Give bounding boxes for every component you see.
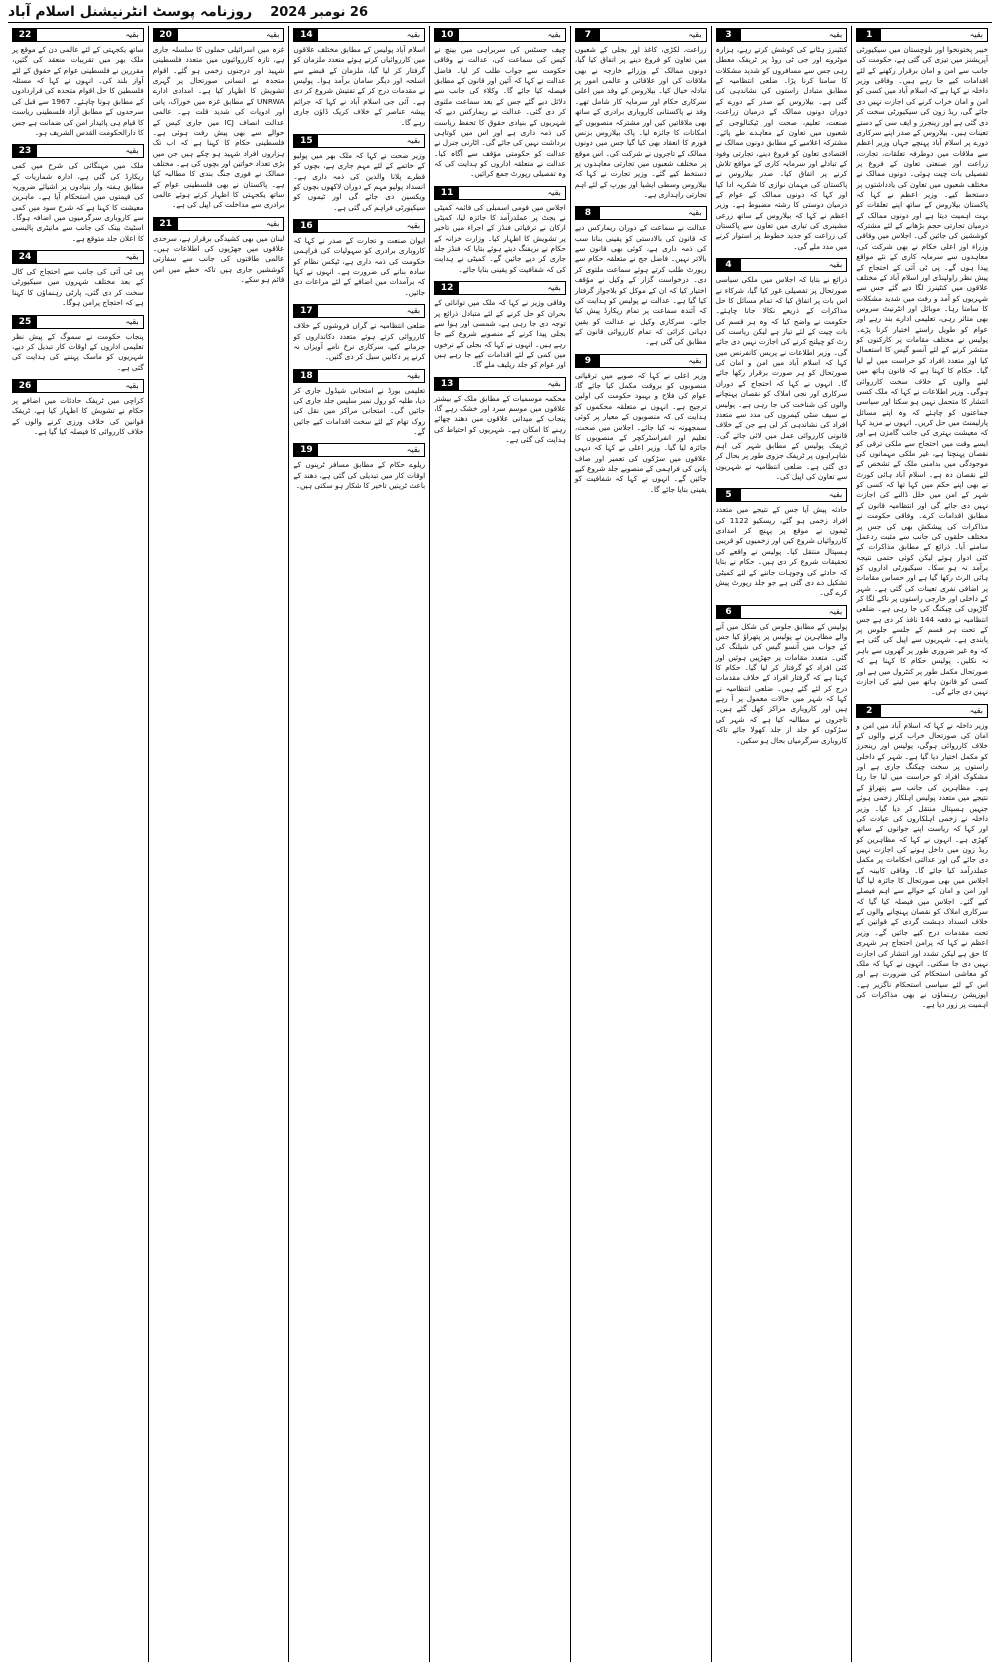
article-text: وفاقی وزیر نے کہا کہ ملک میں توانائی کے بحران کو حل کرنے کے لئے متبادل ذرائع پر توجہ دی جا رہی ہے، شمسی اور ہوا سے بجلی پیدا کرنے کے منصوبے شروع کیے جا رہے ہیں۔ انہوں نے کہا کہ بجلی کے نرخوں میں کمی کے لئے اقدامات کیے جا رہے ہیں اور عوام کو جلد ریلیف ملے گا۔ xyxy=(434,298,566,370)
article-text: خیبر پختونخوا اور بلوچستان میں سیکیورٹی آپریشنز میں تیزی کی گئی ہے، حکومت کی جانب سے امن و امان برقرار رکھنے کے لئے اقدامات کیے جا رہے ہیں۔ وفاقی وزیر داخلہ نے کہا ہے کہ اسلام آباد میں کسی کو امن و امان خراب کرنے کی اجازت نہیں دی جائے گی، ریڈ زون کی سیکیورٹی سخت کر دی گئی ہے اور رینجرز و ایف سی کے دستے تعینات ہیں۔ بیلاروس کے صدر اپنے سرکاری دورے پر اسلام آباد پہنچے جہاں وزیر اعظم سے ملاقات میں دوطرفہ تعلقات، تجارت، زراعت اور صنعتی تعاون کے فروغ پر تفصیلی بات چیت ہوئی۔ دونوں ممالک نے مختلف شعبوں میں تعاون کی یادداشتوں پر دستخط کیے۔ وزیر اعظم نے کہا کہ پاکستان بیلاروس کے ساتھ اپنے تعلقات کو بہت اہمیت دیتا ہے اور دونوں ممالک کے درمیان تجارتی حجم بڑھانے کے لئے مشترکہ کوششیں کی جائیں گی۔ اجلاس میں وفاقی وزراء اور اعلی حکام نے بھی شرکت کی، معاہدوں سے سرمایہ کاری کے نئے مواقع پیدا ہوں گے۔ پی ٹی آئی کے احتجاج کے پیش نظر راولپنڈی اور اسلام آباد کے مختلف علاقوں میں کنٹینرز لگا دیے گئے جس سے شہریوں کو آمد و رفت میں شدید مشکلات کا سامنا رہا۔ موبائل اور انٹرنیٹ سروس بھی متاثر رہی، تعلیمی ادارے بند رہے اور عوام کو طویل راستے اختیار کرنا پڑے۔ پولیس نے مختلف مقامات پر کارکنوں کو منتشر کرنے کے لئے آنسو گیس کا استعمال کیا اور متعدد افراد کو حراست میں لے لیا گیا۔ حکام کا کہنا ہے کہ قانون ہاتھ میں لینے والوں کے خلاف سخت کارروائی ہوگی۔ وزیر اطلاعات نے کہا کہ ملک کسی انتشار کا متحمل نہیں ہو سکتا اور سیاسی جماعتوں کو چاہئے کہ وہ اپنے مسائل پارلیمنٹ میں حل کریں۔ انہوں نے مزید کہا کہ معیشت بہتری کی جانب گامزن ہے اور ایسے وقت میں احتجاج سے ملکی ترقی کو نقصان پہنچتا ہے، غیر ملکی مہمانوں کی موجودگی میں بدامنی ملک کے تشخص کے لئے نقصان دہ ہے۔ اسلام آباد ہائی کورٹ نے بھی اپنے حکم میں کہا تھا کہ کسی کو شہر کے امن میں خلل ڈالنے کی اجازت نہیں دی جائے گی اور انتظامیہ قانون کے مطابق اقدامات کرے۔ وفاقی حکومت نے مذاکرات کی پیشکش بھی کی جس پر مختلف حلقوں کی جانب سے مثبت ردعمل سامنے آیا۔ ذرائع کے مطابق مذاکرات کے کئی ادوار ہوئے لیکن کوئی حتمی نتیجہ برآمد نہ ہو سکا۔ سیکیورٹی اداروں کو ہائی الرٹ رکھا گیا ہے اور حساس مقامات پر اضافی نفری تعینات کی گئی ہے۔ شہر کے داخلی اور خارجی راستوں پر ناکے لگا کر گاڑیوں کی چیکنگ کی جا رہی ہے۔ ضلعی انتظامیہ نے دفعہ 144 نافذ کر دی ہے جس کے تحت ہر قسم کے جلسے جلوس پر پابندی ہے۔ شہریوں سے اپیل کی گئی ہے کہ وہ غیر ضروری طور پر گھروں سے باہر نہ نکلیں۔ پولیس حکام کا کہنا ہے کہ صورتحال مکمل طور پر کنٹرول میں ہے اور کسی کو قانون ہاتھ میں لینے کی اجازت نہیں دی جائے گی۔ xyxy=(856,45,988,697)
continuation-block xyxy=(12,28,144,138)
block-number: 23 xyxy=(13,145,37,157)
continuation-label xyxy=(153,28,285,42)
continuation-word: بقیہ xyxy=(125,30,139,39)
continuation-word: بقیہ xyxy=(828,260,843,270)
continuation-word: بقیہ xyxy=(125,146,139,156)
continuation-block xyxy=(12,144,144,244)
block-number: 10 xyxy=(435,29,459,41)
article-text: ملک میں مہنگائی کی شرح میں کمی ریکارڈ کی گئی ہے، ادارہ شماریات کے مطابق ہفتہ وار بنیادوں پر اشیائے ضروریہ کی قیمتوں میں استحکام آیا ہے۔ ماہرین معیشت کا کہنا ہے کہ شرح سود میں کمی سے کاروباری سرگرمیوں میں اضافہ ہوگا۔ اسٹیٹ بینک کی جانب سے مانیٹری پالیسی کا اعلان جلد متوقع ہے۔ xyxy=(11,161,144,243)
continuation-block xyxy=(153,28,285,211)
continuation-block xyxy=(856,28,988,698)
continuation-word: بقیہ xyxy=(547,283,561,293)
continuation-word: بقیہ xyxy=(406,306,421,316)
article-text: غزہ میں اسرائیلی حملوں کا سلسلہ جاری ہے، تازہ کارروائیوں میں متعدد فلسطینی شہید اور درجنوں زخمی ہو گئے۔ اقوام متحدہ نے انسانی صورتحال پر گہری تشویش کا اظہار کیا ہے۔ امدادی ادارے UNRWA کے مطابق غزہ میں خوراک، پانی اور ادویات کی شدید قلت ہے۔ عالمی عدالت انصاف ICJ میں جاری کیس کے حوالے سے بھی پیش رفت ہوئی ہے۔ فلسطینی حکام کا کہنا ہے کہ اب تک ہزاروں افراد شہید ہو چکے ہیں جن میں بڑی تعداد خواتین اور بچوں کی ہے۔ مختلف ممالک نے فوری جنگ بندی کا مطالبہ کیا ہے۔ پاکستان نے بھی فلسطینی عوام کے ساتھ یکجہتی کا اظہار کرتے ہوئے عالمی برادری سے مداخلت کی اپیل کی ہے۔ xyxy=(152,45,285,210)
continuation-block xyxy=(12,379,144,437)
continuation-label xyxy=(434,281,566,295)
block-number: 19 xyxy=(294,444,318,456)
article-text: اجلاس میں قومی اسمبلی کی قائمہ کمیٹی نے بجٹ پر عملدرآمد کا جائزہ لیا، کمیٹی ارکان نے ترقیاتی فنڈز کے اجراء میں تاخیر پر تشویش کا اظہار کیا۔ وزارت خزانہ کے حکام نے بریفنگ دیتے ہوئے بتایا کہ فنڈز جلد جاری کر دیے جائیں گے۔ کمیٹی نے ہدایت کی کہ شفافیت کو یقینی بنایا جائے۔ xyxy=(434,202,566,274)
block-number: 16 xyxy=(294,220,318,232)
column-7 xyxy=(8,26,148,1662)
continuation-block xyxy=(153,217,285,286)
continuation-block xyxy=(434,28,566,180)
block-number: 24 xyxy=(13,251,37,263)
article-text: کراچی میں ٹریفک حادثات میں اضافے پر حکام نے تشویش کا اظہار کیا ہے، ٹریفک قوانین کی خلاف ورزی کرنے والوں کے خلاف کارروائی کا فیصلہ کیا گیا ہے۔ xyxy=(11,395,144,437)
continuation-word: بقیہ xyxy=(406,370,421,380)
continuation-word: بقیہ xyxy=(125,316,139,326)
block-number: 26 xyxy=(13,380,37,392)
article-text: پی ٹی آئی کی جانب سے احتجاج کی کال کے بعد مختلف شہروں میں سیکیورٹی سخت کر دی گئی، پارٹی رہنماؤں کا کہنا ہے کہ احتجاج پرامن ہوگا۔ xyxy=(11,267,144,308)
header-date: 26 نومبر 2024 xyxy=(270,4,368,20)
continuation-block xyxy=(716,28,848,252)
block-number: 14 xyxy=(294,29,318,41)
continuation-word: بقیہ xyxy=(406,30,421,39)
block-number: 21 xyxy=(154,218,178,230)
column-2 xyxy=(711,26,852,1662)
continuation-label xyxy=(716,488,848,502)
continuation-block xyxy=(716,258,848,482)
continuation-word: بقیہ xyxy=(547,378,561,388)
continuation-label xyxy=(293,443,425,457)
block-number: 17 xyxy=(294,305,318,317)
article-text: ایوان صنعت و تجارت کے صدر نے کہا کہ کاروباری برادری کو سہولیات کی فراہمی حکومت کی ذمہ داری ہے، ٹیکس نظام کو سادہ بنانے کی ضرورت ہے۔ انہوں نے کہا کہ برآمدات میں اضافے کے لئے مراعات دی جائیں۔ xyxy=(293,236,426,297)
continuation-label xyxy=(293,304,425,318)
continuation-word: بقیہ xyxy=(688,30,702,39)
article-text: پنجاب حکومت نے سموگ کے پیش نظر تعلیمی اداروں کے اوقات کار تبدیل کر دیے، شہریوں کو ماسک پہننے کی ہدایت کی گئی ہے۔ xyxy=(11,331,144,372)
block-number: 9 xyxy=(576,355,600,367)
block-number: 6 xyxy=(717,606,741,618)
block-number: 13 xyxy=(435,378,459,390)
continuation-word: بقیہ xyxy=(828,490,843,500)
block-number: 8 xyxy=(576,207,600,219)
continuation-label xyxy=(12,250,144,264)
continuation-word: بقیہ xyxy=(969,705,983,715)
continuation-block xyxy=(293,219,425,298)
continuation-word: بقیہ xyxy=(266,30,280,39)
continuation-word: بقیہ xyxy=(406,135,421,145)
continuation-label xyxy=(716,28,848,42)
block-number: 18 xyxy=(294,370,318,382)
block-number: 25 xyxy=(13,316,37,328)
continuation-block xyxy=(12,250,144,308)
article-columns xyxy=(8,26,992,1662)
continuation-label xyxy=(12,28,144,42)
article-text: چیف جسٹس کی سربراہی میں بینچ نے کیس کی سماعت کی، عدالت نے وفاقی حکومت سے جواب طلب کر لیا۔ فاضل عدالت نے کہا کہ آئین اور قانون کے مطابق فیصلہ کیا جائے گا۔ وکلاء کی جانب سے دلائل دیے گئے جس کے بعد سماعت ملتوی کر دی گئی۔ عدالت نے ریمارکس دیے کہ شہریوں کے بنیادی حقوق کا تحفظ ریاست کی ذمہ داری ہے اور اس میں کوتاہی برداشت نہیں کی جائے گی۔ اٹارنی جنرل نے عدالت کو حکومتی مؤقف سے آگاہ کیا۔ عدالت نے متعلقہ اداروں کو ہدایت کی کہ وہ تفصیلی رپورٹ جمع کرائیں۔ xyxy=(434,45,566,179)
article-text: زراعت، لکڑی، کاغذ اور بجلی کے شعبوں میں تعاون کو فروغ دینے پر اتفاق کیا گیا، دونوں ممالک کے وزرائے خارجہ نے بھی ملاقات کی اور علاقائی و عالمی امور پر تبادلہ خیال کیا۔ بیلاروس کے وفد میں اعلی سرکاری حکام اور سرمایہ کار شامل تھے۔ وفد نے پاکستانی کاروباری برادری کے ساتھ بھی ملاقاتیں کیں اور مشترکہ منصوبوں کے امکانات کا جائزہ لیا۔ پاک بیلاروس بزنس فورم کا انعقاد بھی کیا گیا جس میں دونوں ممالک کے تاجروں نے شرکت کی۔ اس موقع پر مختلف شعبوں میں تجارتی معاہدوں پر دستخط کیے گئے۔ وزیر تجارت نے کہا کہ بیلاروس وسطی ایشیا اور یورپ کے لئے اہم تجارتی راہداری ہے۔ xyxy=(574,45,707,200)
article-text: وزیر داخلہ نے کہا کہ اسلام آباد میں امن و امان کی صورتحال خراب کرنے والوں کے خلاف کارروائی ہوگی، پولیس اور رینجرز کو مکمل اختیار دیا گیا ہے۔ شہر کے داخلی راستوں پر سخت چیکنگ جاری ہے اور مشکوک افراد کو حراست میں لیا جا رہا ہے۔ مظاہرین کی جانب سے پتھراؤ کے نتیجے میں متعدد پولیس اہلکار زخمی ہوئے جنہیں ہسپتال منتقل کر دیا گیا۔ وزیر داخلہ نے زخمی اہلکاروں کی عیادت کی اور کہا کہ ریاست اپنے جوانوں کے ساتھ کھڑی ہے۔ انہوں نے کہا کہ مظاہرین کو ریڈ زون میں داخل ہونے کی اجازت نہیں دی جائے گی اور عدالتی احکامات پر مکمل عملدرآمد کیا جائے گا۔ وفاقی کابینہ کے اجلاس میں بھی صورتحال کا جائزہ لیا گیا اور امن و امان کے حوالے سے اہم فیصلے کیے گئے۔ اجلاس میں فیصلہ کیا گیا کہ سرکاری املاک کو نقصان پہنچانے والوں کے خلاف انسداد دہشت گردی کے قوانین کے تحت مقدمات درج کیے جائیں گے۔ وزیر اعظم نے کہا کہ پرامن احتجاج ہر شہری کا حق ہے لیکن تشدد اور انتشار کی اجازت نہیں دی جا سکتی۔ انہوں نے کہا کہ ملک کو معاشی استحکام کی ضرورت ہے اور اس کے لئے سیاسی استحکام ناگزیر ہے۔ اپوزیشن رہنماؤں نے بھی مذاکرات کی اہمیت پر زور دیا ہے۔ xyxy=(856,720,988,1010)
continuation-block xyxy=(716,488,848,598)
article-text: حادثہ پیش آیا جس کے نتیجے میں متعدد افراد زخمی ہو گئے، ریسکیو 1122 کی ٹیموں نے موقع پر پہنچ کر امدادی کارروائیاں شروع کیں اور زخمیوں کو قریبی ہسپتال منتقل کیا۔ پولیس نے واقعے کی تحقیقات شروع کر دی ہیں۔ حکام نے بتایا کہ حادثے کی وجوہات جاننے کے لئے کمیٹی تشکیل دے دی گئی ہے جو جلد رپورٹ پیش کرے گی۔ xyxy=(715,505,848,598)
block-number: 22 xyxy=(13,29,37,41)
continuation-block xyxy=(293,443,425,491)
continuation-word: بقیہ xyxy=(547,187,561,197)
block-number: 11 xyxy=(435,187,459,199)
article-text: وزیر اعلی نے کہا کہ صوبے میں ترقیاتی منصوبوں کو بروقت مکمل کیا جائے گا، عوام کی فلاح و بہبود حکومت کی اولین ترجیح ہے۔ انہوں نے متعلقہ محکموں کو ہدایت کی کہ منصوبوں کے معیار پر کوئی سمجھوتہ نہ کیا جائے۔ اجلاس میں صحت، تعلیم اور انفراسٹرکچر کے منصوبوں کا جائزہ لیا گیا۔ وزیر اعلی نے کہا کہ دیہی علاقوں میں سڑکوں کی تعمیر اور صاف پانی کی فراہمی کے منصوبے جلد شروع کیے جائیں گے۔ انہوں نے کہا کہ شفافیت کو یقینی بنایا جائے گا۔ xyxy=(574,370,707,494)
continuation-block xyxy=(575,354,707,495)
continuation-word: بقیہ xyxy=(547,30,561,39)
block-number: 3 xyxy=(717,29,741,41)
continuation-label xyxy=(856,28,988,42)
continuation-word: بقیہ xyxy=(406,221,421,231)
article-text: ذرائع نے بتایا کہ اجلاس میں ملکی سیاسی صورتحال پر تفصیلی غور کیا گیا، شرکاء نے اس بات پر اتفاق کیا کہ تمام مسائل کا حل مذاکرات کے ذریعے نکالا جانا چاہئے۔ حکومت نے واضح کیا کہ وہ ہر قسم کی بات چیت کے لئے تیار ہے لیکن ریاست کی رٹ کو چیلنج کرنے کی اجازت نہیں دی جائے گی۔ وزیر اطلاعات نے پریس کانفرنس میں کہا کہ اسلام آباد میں امن و امان کی صورتحال کو ہر صورت برقرار رکھا جائے گا۔ انہوں نے کہا کہ احتجاج کے دوران سرکاری اور نجی املاک کو نقصان پہنچانے والوں کی شناخت کی جا رہی ہے۔ پولیس نے سیف سٹی کیمروں کی مدد سے متعدد افراد کی نشاندہی کر لی ہے جن کے خلاف قانونی کارروائی عمل میں لائی جائے گی۔ ٹریفک پولیس کے مطابق شہر کی اہم شاہراہوں پر ٹریفک جزوی طور پر بحال کر دی گئی ہے۔ ضلعی انتظامیہ نے شہریوں سے تعاون کی اپیل کی۔ xyxy=(715,275,848,482)
article-text: لبنان میں بھی کشیدگی برقرار ہے، سرحدی علاقوں میں جھڑپوں کی اطلاعات ہیں۔ عالمی طاقتوں کی جانب سے سفارتی کوششیں جاری ہیں تاکہ خطے میں امن قائم ہو سکے۔ xyxy=(152,233,285,285)
continuation-word: بقیہ xyxy=(688,355,702,365)
article-text: وزیر صحت نے کہا کہ ملک بھر میں پولیو کے خاتمے کے لئے مہم جاری ہے، بچوں کو قطرے پلانا والدین کی ذمہ داری ہے۔ انسداد پولیو مہم کے دوران لاکھوں بچوں کو ویکسین دی جائے گی اور ٹیموں کو سیکیورٹی فراہم کی گئی ہے۔ xyxy=(293,150,426,212)
article-text: کنٹینرز ہٹانے کی کوشش کرتے رہے، ہزارہ موٹروے اور جی ٹی روڈ پر ٹریفک معطل رہی جس سے مسافروں کو شدید مشکلات کا سامنا کرنا پڑا۔ ضلعی انتظامیہ کے مطابق متبادل راستوں کی نشاندہی کی گئی ہے۔ بیلاروس کے صدر کے دورے کے دوران دونوں ممالک کے درمیان زراعت، صنعت، تعلیم، صحت اور ٹیکنالوجی کے شعبوں میں تعاون کے معاہدے طے پائے۔ مشترکہ اعلامیے کے مطابق دونوں ممالک نے اقتصادی تعاون کو فروغ دینے، تجارتی وفود کے تبادلے اور سرمایہ کاری کے مواقع تلاش کرنے پر اتفاق کیا۔ صدر بیلاروس نے پاکستان کی مہمان نوازی کا شکریہ ادا کیا اور کہا کہ دونوں ممالک کے عوام کے درمیان دوستی کا رشتہ مضبوط ہے۔ وزیر اعظم نے کہا کہ بیلاروس کے ساتھ زرعی مشینری کی تیاری میں تعاون سے پاکستان کی زراعت کو جدید خطوط پر استوار کرنے میں مدد ملے گی۔ xyxy=(715,45,848,251)
continuation-word: بقیہ xyxy=(828,30,843,39)
continuation-block xyxy=(293,28,425,128)
continuation-label xyxy=(293,219,425,233)
continuation-label xyxy=(575,28,707,42)
page-header xyxy=(8,2,992,23)
continuation-block xyxy=(293,304,425,362)
continuation-label xyxy=(716,258,848,272)
column-4 xyxy=(429,26,570,1662)
continuation-label xyxy=(12,315,144,329)
continuation-label xyxy=(575,206,707,220)
article-text: پولیس کے مطابق جلوس کی شکل میں آنے والے مظاہرین نے پولیس پر پتھراؤ کیا جس کے جواب میں آنسو گیس کی شیلنگ کی گئی۔ متعدد مقامات پر جھڑپیں ہوئیں اور کئی افراد کو گرفتار کر لیا گیا۔ حکام کا کہنا ہے کہ گرفتار افراد کے خلاف مقدمات درج کر لئے گئے ہیں۔ ضلعی انتظامیہ نے کہا کہ شہر میں حالات معمول پر آ رہے ہیں اور کاروباری مراکز کھل گئے ہیں۔ تاجروں نے مطالبہ کیا ہے کہ شہر کی سڑکوں کو جلد از جلد کھولا جائے تاکہ کاروباری سرگرمیاں بحال ہو سکیں۔ xyxy=(715,621,848,745)
article-text: اسلام آباد پولیس کے مطابق مختلف علاقوں میں کارروائیاں کرتے ہوئے متعدد ملزمان کو گرفتار کر لیا گیا، ملزمان کے قبضے سے اسلحہ اور دیگر سامان برآمد ہوا۔ پولیس نے مقدمات درج کر کے تفتیش شروع کر دی ہے۔ آئی جی اسلام آباد نے کہا کہ جرائم پیشہ عناصر کے خلاف کریک ڈاؤن جاری رہے گا۔ xyxy=(293,45,426,127)
continuation-block xyxy=(12,315,144,373)
article-text: محکمہ موسمیات کے مطابق ملک کے بیشتر علاقوں میں موسم سرد اور خشک رہے گا، پنجاب کے میدانی علاقوں میں دھند چھائے رہنے کا امکان ہے۔ شہریوں کو احتیاط کی ہدایت کی گئی ہے۔ xyxy=(434,393,566,445)
continuation-label xyxy=(153,217,285,231)
continuation-label xyxy=(293,28,425,42)
continuation-block xyxy=(575,28,707,200)
column-5 xyxy=(288,26,429,1662)
block-number: 1 xyxy=(857,29,881,41)
continuation-block xyxy=(575,206,707,347)
continuation-word: بقیہ xyxy=(688,208,702,218)
continuation-block xyxy=(434,377,566,446)
continuation-label xyxy=(856,704,988,718)
continuation-block xyxy=(293,134,425,213)
continuation-label xyxy=(575,354,707,368)
continuation-word: بقیہ xyxy=(125,252,139,262)
continuation-block xyxy=(856,704,988,1011)
block-number: 15 xyxy=(294,135,318,147)
continuation-word: بقیہ xyxy=(406,445,421,455)
block-number: 7 xyxy=(576,29,600,41)
continuation-word: بقیہ xyxy=(828,606,843,616)
article-text: ریلوے حکام کے مطابق مسافر ٹرینوں کے اوقات کار میں تبدیلی کی گئی ہے، دھند کے باعث ٹرینیں تاخیر کا شکار ہو سکتی ہیں۔ xyxy=(293,460,426,491)
article-text: تعلیمی بورڈ نے امتحانی شیڈول جاری کر دیا، طلبہ کو رول نمبر سلپس جلد جاری کی جائیں گی۔ امتحانی مراکز میں نقل کی روک تھام کے لئے سخت اقدامات کیے جائیں گے۔ xyxy=(293,385,426,437)
continuation-block xyxy=(716,605,848,746)
block-number: 5 xyxy=(717,489,741,501)
block-number: 20 xyxy=(154,29,178,41)
continuation-label xyxy=(434,186,566,200)
continuation-label xyxy=(12,144,144,158)
column-3 xyxy=(570,26,711,1662)
continuation-label xyxy=(434,377,566,391)
continuation-block xyxy=(434,186,566,276)
continuation-word: بقیہ xyxy=(969,30,983,39)
continuation-word: بقیہ xyxy=(266,218,280,228)
masthead: روزنامہ پوسٹ انٹرنیشنل اسلام آباد xyxy=(8,4,253,20)
continuation-block xyxy=(293,369,425,438)
block-number: 12 xyxy=(435,282,459,294)
continuation-label xyxy=(434,28,566,42)
continuation-block xyxy=(434,281,566,371)
article-text: عدالت نے سماعت کے دوران ریمارکس دیے کہ قانون کی بالادستی کو یقینی بنانا سب کی ذمہ داری ہے، کوئی بھی قانون سے بالاتر نہیں۔ فاضل جج نے متعلقہ حکام سے رپورٹ طلب کرتے ہوئے سماعت ملتوی کر دی۔ درخواست گزار کے وکیل نے مؤقف اختیار کیا کہ ان کے موکل کو بلاجواز گرفتار کیا گیا ہے۔ عدالت نے پولیس کو ہدایت کی کہ آئندہ سماعت پر تمام ریکارڈ پیش کیا جائے۔ سرکاری وکیل نے عدالت کو یقین دہانی کرائی کہ تمام کارروائی قانون کے مطابق کی گئی ہے۔ xyxy=(574,223,707,347)
column-1 xyxy=(851,26,992,1662)
continuation-label xyxy=(293,369,425,383)
article-text: ساتھ یکجہتی کے لئے عالمی دن کے موقع پر ملک بھر میں تقریبات منعقد کی گئیں، مقررین نے فلسطینی عوام کے حقوق کے لئے آواز بلند کی۔ انہوں نے کہا کہ مسئلہ فلسطین کا حل اقوام متحدہ کی قراردادوں کے مطابق ہونا چاہئے۔ 1967 سے قبل کی سرحدوں کے مطابق آزاد فلسطینی ریاست کا قیام ہی پائیدار امن کی ضمانت ہے جس کا دارالحکومت القدس الشریف ہو۔ xyxy=(11,45,144,137)
article-text: ضلعی انتظامیہ نے گراں فروشوں کے خلاف کارروائی کرتے ہوئے متعدد دکانداروں کو جرمانے کیے، سرکاری نرخ نامے آویزاں نہ کرنے پر دکانیں سیل کر دی گئیں۔ xyxy=(293,321,426,362)
continuation-label xyxy=(716,605,848,619)
continuation-label xyxy=(12,379,144,393)
block-number: 4 xyxy=(717,259,741,271)
continuation-label xyxy=(293,134,425,148)
continuation-word: بقیہ xyxy=(125,380,139,390)
block-number: 2 xyxy=(857,705,881,717)
column-6 xyxy=(148,26,289,1662)
